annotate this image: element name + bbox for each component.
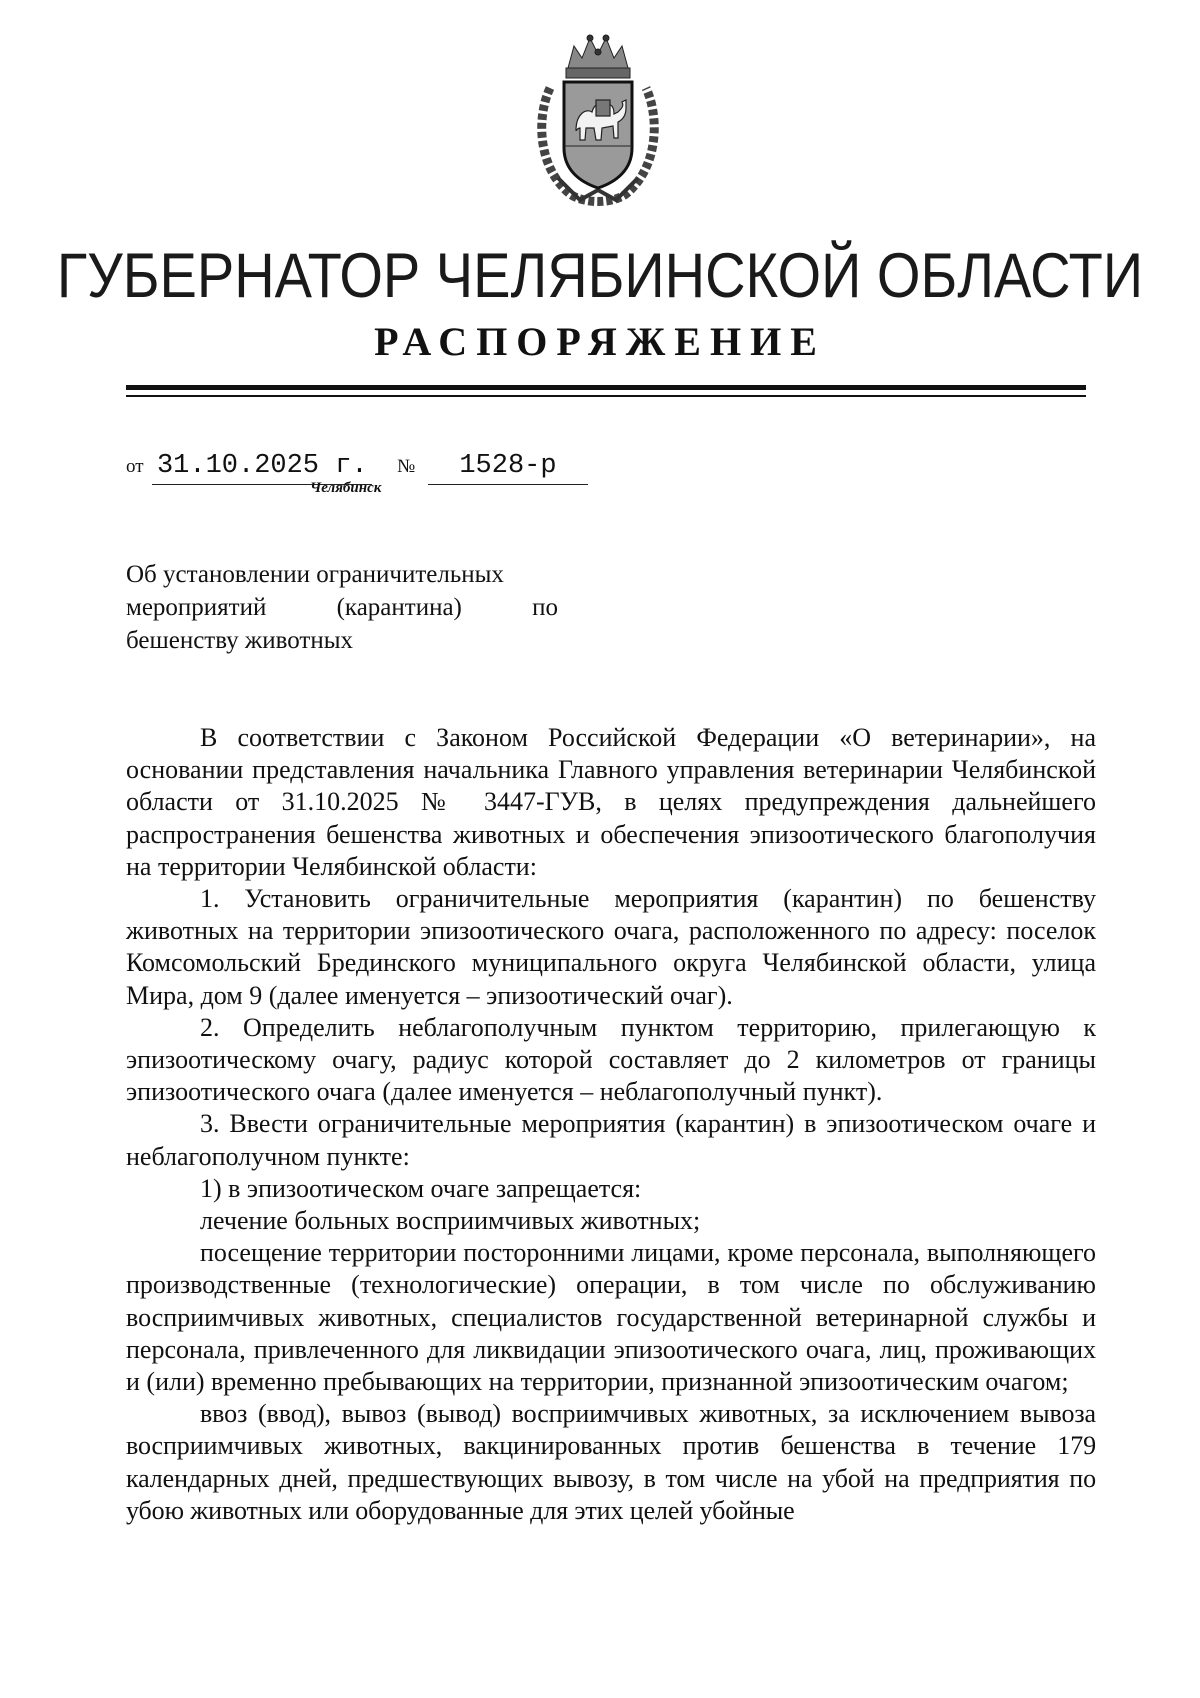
document-number: 1528-р <box>428 448 588 485</box>
chelyabinsk-coat-of-arms-icon <box>530 28 666 208</box>
prohibition-animal-transport: ввоз (ввод), вывоз (вывод) восприимчивых животных, за исключением вывоза восприимчивых животных, вакцинированных против бешенства в течение 179 календарных дней, предшествующих вывозу, в том числе на убой на предприятия по убою животных или оборудованные для этих целей убойные <box>126 1399 1096 1525</box>
prohibition-visits: посещение территории посторонними лицами, кроме персонала, выполняющего производственные (технологические) операции, в том числе по обслуживанию восприимчивых животных, специалистов государственной ветеринарной службы и персонала, привлеченного для ликвидации эпизоотического очага, лиц, проживающих и (или) временно пребывающих на территории, признанной эпизоотическим очагом; <box>126 1238 1096 1397</box>
number-sign: № <box>397 456 416 477</box>
date-number-line <box>126 448 588 484</box>
subject-line-3: бешенству животных <box>126 627 353 654</box>
date-prefix: от <box>126 456 144 477</box>
subclause-1-paragraph: 1) в эпизоотическом очаге запрещается: <box>200 1173 642 1203</box>
issuance-city: Челябинск <box>310 480 382 496</box>
document-subject <box>126 558 558 657</box>
document-date: 31.10.2025 г. <box>152 448 372 485</box>
header-divider-thin <box>126 395 1086 397</box>
clause-1-paragraph: 1. Установить ограничительные мероприятия (карантин) по бешенству животных на территории эпизоотического очага, расположенного по адресу: поселок Комсомольский Брединского муниципального округа Челябинской области, улица Мира, дом 9 (далее именуется – эпизоотический очаг). <box>126 884 1096 1010</box>
document-body <box>126 722 1096 1527</box>
preamble-paragraph: В соответствии с Законом Российской Федерации «О ветеринарии», на основании представления начальника Главного управления ветеринарии Челябинской области от 31.10.2025 № 3447-ГУВ, в целях предупреждения дальнейшего распространения бешенства животных и обеспечения эпизоотического благополучия на территории Челябинской области: <box>126 723 1096 881</box>
clause-2-paragraph: 2. Определить неблагополучным пунктом территорию, прилегающую к эпизоотическому очагу, радиус которой составляет до 2 километров от границы эпизоотического очага (далее именуется – неблагополучный пункт). <box>126 1012 1096 1107</box>
clause-3-paragraph: 3. Ввести ограничительные мероприятия (карантин) в эпизоотическом очаге и неблагополучном пункте: <box>126 1109 1096 1171</box>
issuer-title: ГУБЕРНАТОР ЧЕЛЯБИНСКОЙ ОБЛАСТИ <box>56 240 1144 311</box>
document-type-heading: РАСПОРЯЖЕНИЕ <box>374 319 826 364</box>
header-divider-thick <box>126 385 1086 390</box>
prohibition-treatment: лечение больных восприимчивых животных; <box>200 1206 701 1236</box>
subject-line-2: мероприятий (карантина) по <box>126 594 558 621</box>
coat-of-arms-emblem <box>530 28 666 208</box>
subject-line-1: Об установлении ограничительных <box>126 561 504 588</box>
